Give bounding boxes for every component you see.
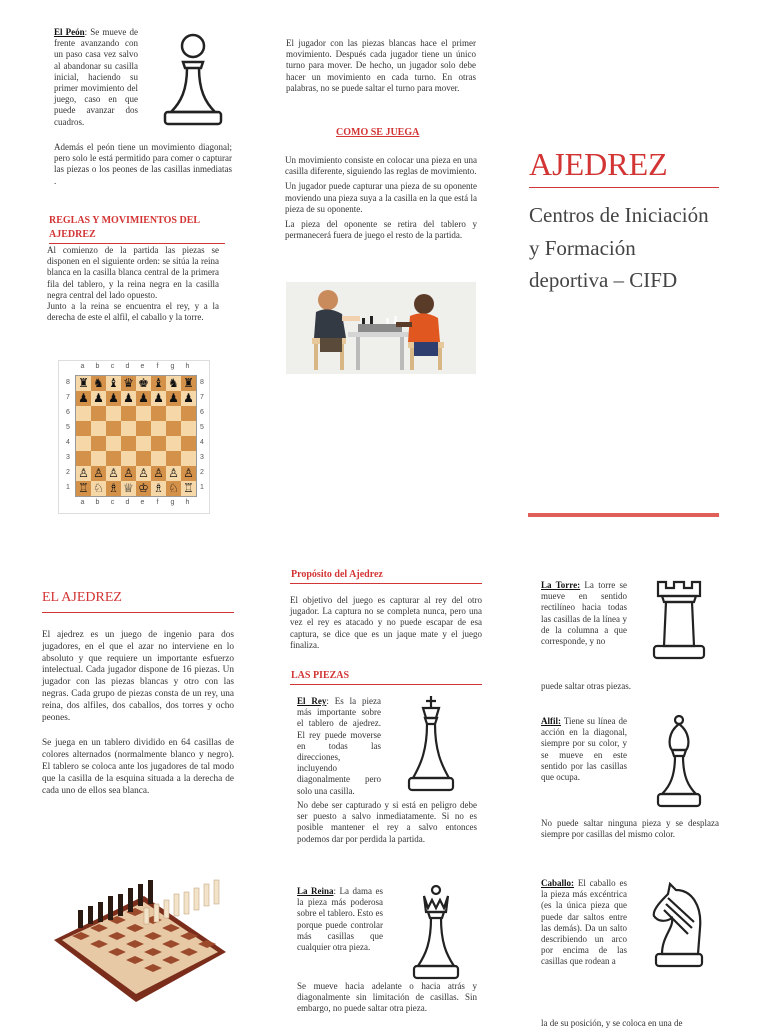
reglas-rule: [49, 243, 225, 244]
file-label: f: [156, 363, 159, 370]
caballo-title: Caballo:: [541, 878, 575, 888]
board-square: [166, 436, 181, 451]
file-label: f: [156, 499, 159, 506]
reina-description: [297, 886, 383, 953]
board-square: ♛: [121, 376, 136, 391]
rey-text: : Es la pieza más importante sobre el tablero de ajedrez. El rey puede moverse en todas las direcciones, incluyendo diagonalmente pero solo una casilla.: [297, 696, 382, 796]
board-square: ♟: [121, 391, 136, 406]
board-square: [121, 436, 136, 451]
file-label: c: [110, 363, 115, 370]
piezas-rule: [290, 684, 482, 685]
file-label: g: [170, 499, 175, 506]
board-square: ♗: [151, 481, 166, 496]
board-square: ♙: [136, 466, 151, 481]
board-square: ♟: [136, 391, 151, 406]
caballo-description: [541, 878, 627, 968]
reina-title: La Reina: [297, 886, 334, 896]
board-square: [181, 451, 196, 466]
peon-title: El Peón: [54, 27, 85, 37]
board-square: [106, 436, 121, 451]
board-square: ♟: [106, 391, 121, 406]
board-square: ♘: [91, 481, 106, 496]
file-label: c: [110, 499, 115, 506]
como-p3: La pieza del oponente se retira del tablero y permanecerá fuera de juego el resto de la partida.: [285, 219, 477, 241]
board-square: [136, 406, 151, 421]
file-label: a: [80, 363, 85, 370]
board-square: [76, 436, 91, 451]
file-label: h: [185, 499, 190, 506]
torre-text2: puede saltar otras piezas.: [541, 681, 631, 691]
rank-label: 6: [66, 409, 70, 416]
rey-text2: No debe ser capturado y si está en peligro debe ser puesto a salvo inmediatamente. Si no es posible mantener el rey a salvo entonces podemos dar por perdida la partida.: [297, 800, 477, 844]
rank-label: 3: [200, 454, 204, 461]
board-square: ♚: [136, 376, 151, 391]
rook-icon: [648, 578, 710, 664]
rank-label: 6: [200, 409, 204, 416]
torre-title: La Torre:: [541, 580, 581, 590]
torre-text: La torre se mueve en sentido rectilíneo hacia todas las casillas de la línea y de la columna a que corresponde, y no: [541, 580, 627, 647]
rank-label: 1: [200, 484, 204, 491]
board-square: ♟: [166, 391, 181, 406]
file-label: d: [125, 499, 130, 506]
board-square: ♙: [106, 466, 121, 481]
como-heading: COMO SE JUEGA: [336, 127, 420, 138]
reina-text: : La dama es la pieza más poderosa sobre el tablero. Esto es porque puede controlar más casillas que cualquier otra pieza.: [297, 886, 383, 953]
board-square: [151, 406, 166, 421]
reglas-heading: REGLAS Y MOVIMIENTOS DEL AJEDREZ: [49, 215, 200, 240]
rank-label: 4: [200, 439, 204, 446]
file-label: e: [140, 363, 145, 370]
board-square: ♟: [76, 391, 91, 406]
board-square: [91, 451, 106, 466]
board-square: [166, 406, 181, 421]
el-ajedrez-text: [42, 630, 234, 801]
cover-title-rule: [529, 187, 719, 188]
reglas-p1: Al comienzo de la partida las piezas se disponen en el siguiente orden: se sitúa la reina blanca en la casilla blanca central de la primera fila del tablero, y la reina negra en la casilla negra central del lado opuesto.: [47, 245, 219, 300]
proposito-rule: [290, 583, 482, 584]
board-square: [166, 421, 181, 436]
board-square: [76, 421, 91, 436]
board-square: ♞: [166, 376, 181, 391]
board-square: [136, 451, 151, 466]
rank-label: 4: [66, 439, 70, 446]
peon-description: [54, 27, 138, 128]
board-square: ♖: [76, 481, 91, 496]
cover-bottom-bar: [528, 513, 719, 517]
board-grid: [75, 375, 197, 497]
rank-label: 8: [66, 379, 70, 386]
pawn-icon: [157, 28, 229, 132]
caballo-text2: la de su posición, y se coloca en una de: [541, 1018, 683, 1028]
alfil-text: Tiene su línea de acción en la diagonal, siempre por su color, y se mueve en este sentido por las casillas que ocupa.: [541, 716, 627, 783]
board-square: ♜: [181, 376, 196, 391]
el-ajedrez-rule: [42, 612, 234, 613]
rey-description: [297, 696, 381, 797]
rank-label: 2: [200, 469, 204, 476]
alfil-text2: No puede saltar ninguna pieza y se desplaza siempre por casillas del mismo color.: [541, 818, 719, 840]
el-ajedrez-p2: Se juega en un tablero dividido en 64 casillas de colores alternados (normalmente blanco y negro). El tablero se coloca ante los jugadores de tal modo que la casilla de la esquina situada a la derecha de cada uno de ellos sea blanca.: [42, 738, 234, 796]
board-files-top: [75, 363, 195, 370]
board-square: ♘: [166, 481, 181, 496]
rank-label: 5: [200, 424, 204, 431]
alfil-description: [541, 716, 627, 783]
board-square: [181, 436, 196, 451]
torre-description: [541, 580, 627, 647]
board-square: ♜: [76, 376, 91, 391]
board-square: [76, 406, 91, 421]
queen-icon: [408, 884, 464, 984]
rank-label: 8: [200, 379, 204, 386]
wooden-chessboard-photo: [48, 866, 230, 1008]
file-label: e: [140, 499, 145, 506]
board-square: [91, 406, 106, 421]
board-square: [121, 406, 136, 421]
el-ajedrez-p1: El ajedrez es un juego de ingenio para dos jugadores, en el que el azar no interviene en lo absoluto y que requiere un importante esfuerzo intelectual. Cada jugador dispone de 16 piezas. Un jugador con las piezas blancas y otro con las negras. Cada grupo de piezas consta de un rey, una reina, dos alfiles, dos caballos, dos torres y ocho peones.: [42, 630, 234, 723]
el-ajedrez-heading: EL AJEDREZ: [42, 590, 122, 605]
board-square: [151, 451, 166, 466]
board-square: ♝: [151, 376, 166, 391]
board-square: [136, 421, 151, 436]
board-square: ♙: [181, 466, 196, 481]
como-text: [285, 155, 477, 245]
file-label: a: [80, 499, 85, 506]
board-ranks-left: [63, 375, 73, 495]
como-p2: Un jugador puede capturar una pieza de su oponente moviendo una pieza suya a la casilla en la que está la pieza de su oponente.: [285, 181, 477, 214]
board-square: ♔: [136, 481, 151, 496]
board-square: ♗: [106, 481, 121, 496]
rank-label: 3: [66, 454, 70, 461]
board-square: [181, 421, 196, 436]
knight-icon: [648, 878, 710, 970]
peon-diagonal-text: Además el peón tiene un movimiento diagonal; pero solo le está permitido para comer o capturar las piezas o los peones de las casillas inmediatas .: [54, 142, 232, 186]
caballo-text: El caballo es la pieza más excéntrica (es la única pieza que puede dar saltos entre las demás). Da un salto describiendo un arco por encima de las casillas que rodean a: [541, 878, 627, 967]
chessboard-diagram: [58, 360, 210, 514]
board-square: ♖: [181, 481, 196, 496]
board-square: ♙: [91, 466, 106, 481]
proposito-text: El objetivo del juego es capturar al rey del otro jugador. La captura no se completa nunca, pero una vez el rey es atacado y no puede escapar de esa captura, se dice que es un jaque mate y el juego finaliza.: [290, 595, 482, 650]
file-label: d: [125, 363, 130, 370]
board-ranks-right: [197, 375, 207, 495]
board-square: ♙: [121, 466, 136, 481]
intro-text: El jugador con las piezas blancas hace el primer movimiento. Después cada jugador tiene un único turno para mover. De hecho, un jugador solo debe hacer un movimiento en cada turno. En otras palabras, no se puede saltar el turno para mover.: [286, 38, 476, 93]
bishop-icon: [652, 714, 706, 812]
board-square: [91, 421, 106, 436]
board-square: ♟: [91, 391, 106, 406]
alfil-title: Alfil:: [541, 716, 561, 726]
board-square: ♙: [166, 466, 181, 481]
rank-label: 7: [200, 394, 204, 401]
piezas-heading: LAS PIEZAS: [291, 670, 350, 681]
board-square: [91, 436, 106, 451]
king-icon: [403, 694, 459, 796]
board-square: [106, 421, 121, 436]
rank-label: 5: [66, 424, 70, 431]
board-square: [121, 451, 136, 466]
board-square: ♞: [91, 376, 106, 391]
board-square: ♙: [76, 466, 91, 481]
como-p1: Un movimiento consiste en colocar una pieza en una casilla diferente, siguiendo las reglas de movimiento.: [285, 155, 477, 177]
board-square: [136, 436, 151, 451]
reglas-text: [47, 245, 219, 327]
cover-subtitle: Centros de Iniciación y Formación deportiva – CIFD: [529, 203, 709, 292]
rank-label: 2: [66, 469, 70, 476]
file-label: g: [170, 363, 175, 370]
board-square: ♙: [151, 466, 166, 481]
board-square: [151, 421, 166, 436]
board-square: ♟: [151, 391, 166, 406]
board-square: ♕: [121, 481, 136, 496]
peon-text: : Se mueve de frente avanzando con un paso casa vez salvo al abandonar su casilla inicial, haciendo su primer movimiento del juego, caso en que puede avanzar dos cuadros.: [54, 27, 138, 127]
board-square: [166, 451, 181, 466]
board-square: [106, 406, 121, 421]
cover-title: AJEDREZ: [529, 146, 668, 182]
reglas-p2: Junto a la reina se encuentra el rey, y a la derecha de este el alfil, el caballo y la torre.: [47, 301, 219, 323]
rank-label: 7: [66, 394, 70, 401]
board-files-bottom: [75, 499, 195, 506]
board-square: [121, 421, 136, 436]
rank-label: 1: [66, 484, 70, 491]
board-square: [76, 451, 91, 466]
board-square: [151, 436, 166, 451]
rey-title: El Rey: [297, 696, 327, 706]
file-label: b: [95, 363, 100, 370]
board-square: ♟: [181, 391, 196, 406]
proposito-heading: Propósito del Ajedrez: [291, 569, 383, 580]
board-square: [181, 406, 196, 421]
file-label: b: [95, 499, 100, 506]
kids-playing-photo: [286, 282, 476, 374]
reina-text2: Se mueve hacia adelante o hacia atrás y diagonalmente sin limitación de casillas. Sin embargo, no puede saltar otra pieza.: [297, 981, 477, 1014]
board-square: [106, 451, 121, 466]
board-square: ♝: [106, 376, 121, 391]
file-label: h: [185, 363, 190, 370]
